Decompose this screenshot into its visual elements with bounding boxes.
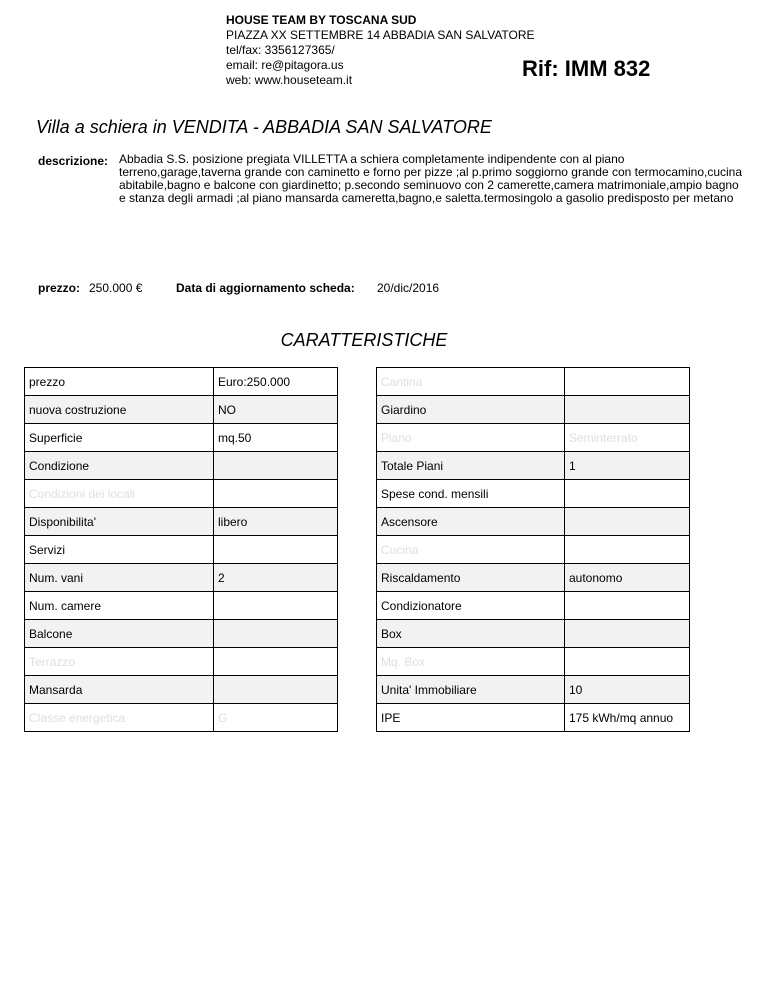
feature-label: Totale Piani [377,452,565,480]
feature-label: Giardino [377,396,565,424]
feature-value [565,508,690,536]
feature-value [214,620,338,648]
feature-label: Mq. Box [377,648,565,676]
description-label: descrizione: [38,154,109,168]
listing-title: Villa a schiera in VENDITA - ABBADIA SAN SALVATORE [36,117,492,137]
reference-code: Rif: IMM 832 [522,56,651,81]
feature-label: Piano [377,424,565,452]
feature-value [565,620,690,648]
section-title: CARATTERISTICHE [280,330,448,350]
feature-label: IPE [377,704,565,732]
feature-value [565,368,690,396]
feature-row [377,704,690,732]
feature-label: Servizi [25,536,214,564]
feature-label: Ascensore [377,508,565,536]
feature-row [377,424,690,452]
feature-row [25,508,338,536]
feature-value [565,592,690,620]
feature-row [377,452,690,480]
agency-name: HOUSE TEAM BY TOSCANA SUD [226,13,417,27]
feature-row [377,480,690,508]
feature-value [214,480,338,508]
feature-value [565,648,690,676]
feature-value [214,676,338,704]
agency-address: PIAZZA XX SETTEMBRE 14 ABBADIA SAN SALVATORE [226,28,535,42]
feature-value: autonomo [565,564,690,592]
feature-value [565,396,690,424]
feature-value [214,648,338,676]
feature-label: Disponibilita' [25,508,214,536]
feature-label: prezzo [25,368,214,396]
feature-row [377,592,690,620]
feature-row [25,676,338,704]
feature-row [377,648,690,676]
feature-row [377,368,690,396]
feature-label: Condizione [25,452,214,480]
feature-value [565,480,690,508]
feature-row [377,508,690,536]
feature-row [377,536,690,564]
feature-value [214,536,338,564]
feature-value: G [214,704,338,732]
feature-label: Cucina [377,536,565,564]
feature-label: Num. camere [25,592,214,620]
feature-label: Condizioni dei locali [25,480,214,508]
feature-row [25,564,338,592]
feature-label: Superficie [25,424,214,452]
feature-row [25,480,338,508]
update-date-value: 20/dic/2016 [377,281,440,295]
feature-row [25,452,338,480]
feature-value: 1 [565,452,690,480]
feature-label: nuova costruzione [25,396,214,424]
feature-label: Mansarda [25,676,214,704]
feature-label: Balcone [25,620,214,648]
agency-header [226,13,535,88]
feature-row [377,620,690,648]
feature-row [377,564,690,592]
feature-value [214,452,338,480]
feature-label: Terrazzo [25,648,214,676]
feature-value: Seminterrato [565,424,690,452]
feature-label: Unita' Immobiliare [377,676,565,704]
feature-label: Box [377,620,565,648]
feature-label: Spese cond. mensili [377,480,565,508]
feature-value: 2 [214,564,338,592]
feature-row [25,368,338,396]
feature-row [25,704,338,732]
feature-value: libero [214,508,338,536]
agency-telfax: tel/fax: 3356127365/ [226,43,335,57]
description-text: Abbadia S.S. posizione pregiata VILLETTA a schiera completamente indipendente con al piano terreno,garage,taverna grande con caminetto e forno per pizze ;al p.primo soggiorno grande con termocamino,cucina abitabile,bagno e balcone con giardinetto; p.secondo seminuovo con 2 camerette,camera matrimoniale,ampio bagno e stanza degli armadi ;al piano mansarda cameretta,bagno,e saletta.termosingolo a gasolio predisposto per metano [119,152,743,205]
feature-value: 175 kWh/mq annuo [565,704,690,732]
feature-row [25,396,338,424]
update-date-label: Data di aggiornamento scheda: [176,281,355,295]
agency-web: web: www.houseteam.it [226,73,353,87]
price-label: prezzo: [38,281,80,295]
features-table-left [24,367,338,732]
feature-value [214,592,338,620]
feature-row [25,648,338,676]
features-table-right [376,367,690,732]
feature-row [25,424,338,452]
feature-row [25,592,338,620]
feature-label: Num. vani [25,564,214,592]
agency-email: email: re@pitagora.us [226,58,344,72]
feature-row [25,620,338,648]
feature-value [565,536,690,564]
feature-row [25,536,338,564]
feature-label: Condizionatore [377,592,565,620]
feature-label: Riscaldamento [377,564,565,592]
feature-value: 10 [565,676,690,704]
feature-row [377,396,690,424]
feature-row [377,676,690,704]
feature-value: mq.50 [214,424,338,452]
feature-label: Classe energetica [25,704,214,732]
price-value: 250.000 € [89,281,143,295]
feature-label: Cantina [377,368,565,396]
feature-value: NO [214,396,338,424]
feature-value: Euro:250.000 [214,368,338,396]
